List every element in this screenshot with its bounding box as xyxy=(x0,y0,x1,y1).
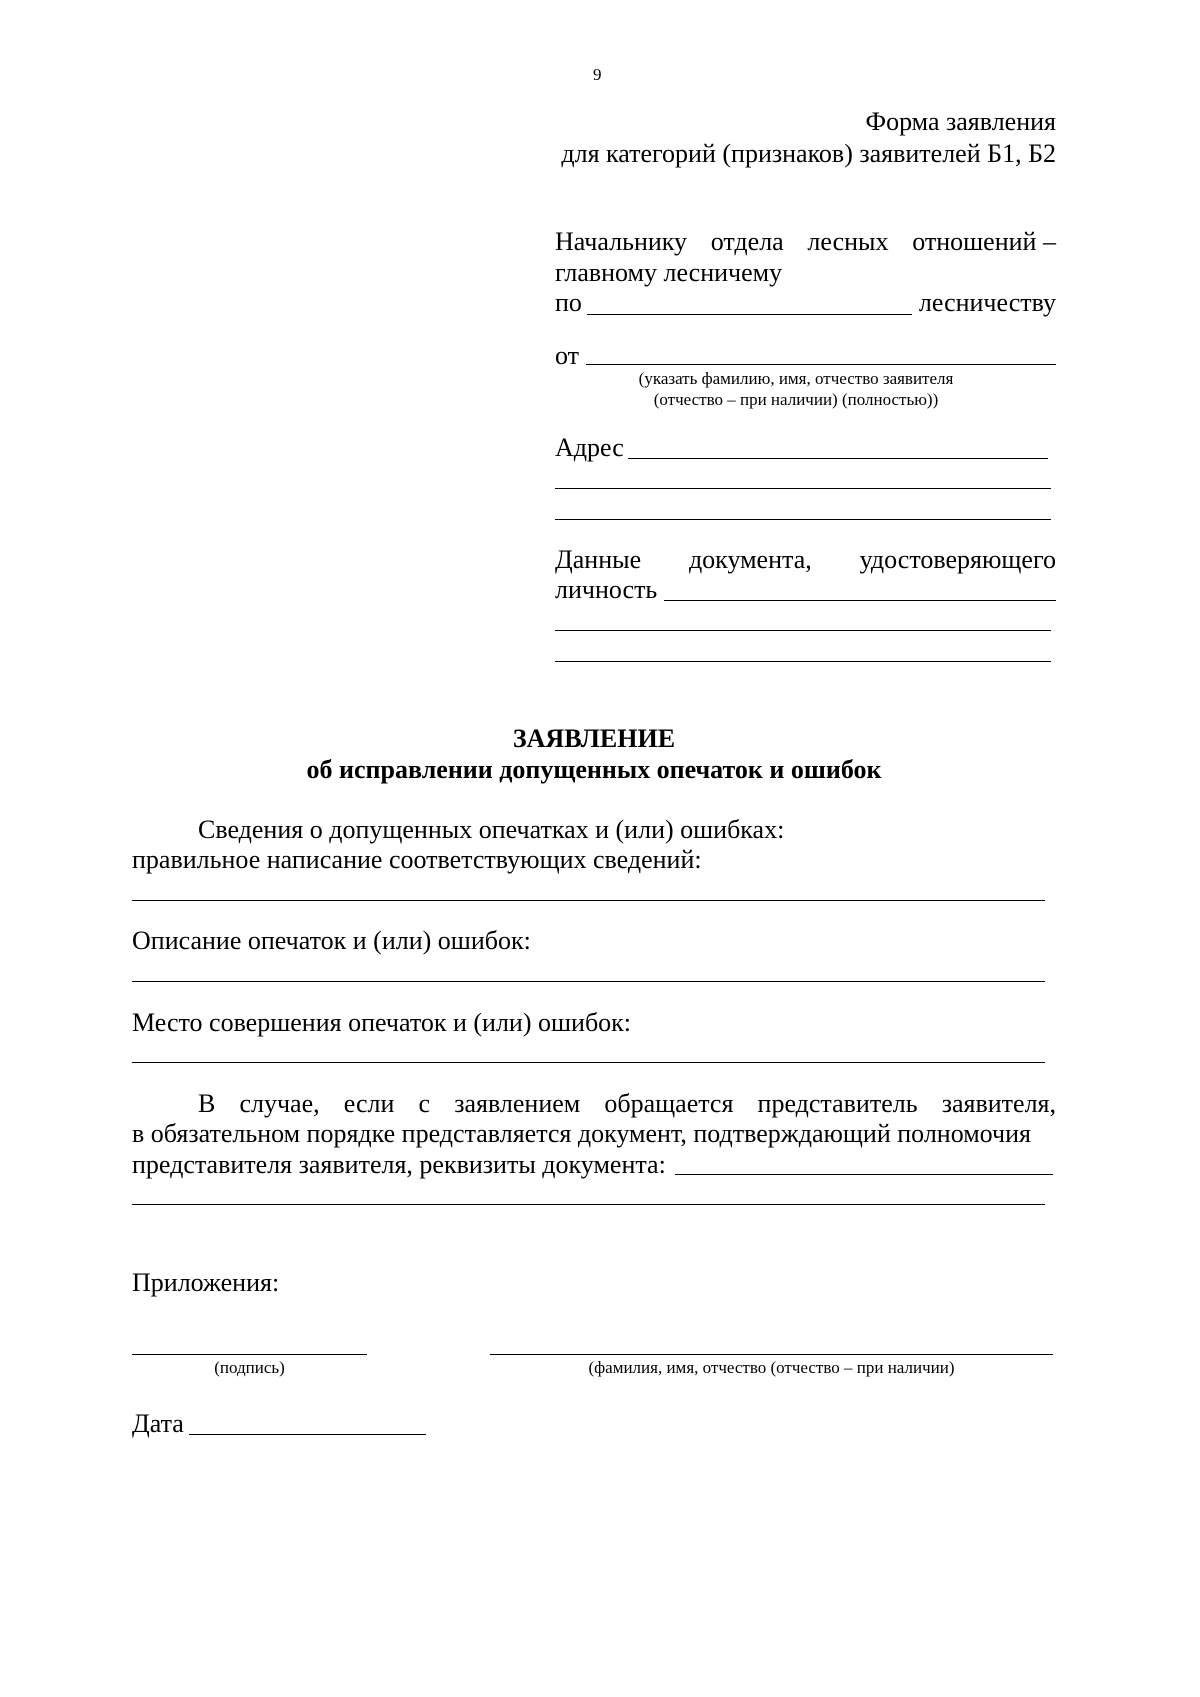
address-field-3[interactable] xyxy=(555,519,1051,520)
identity-doc-field-2[interactable] xyxy=(555,630,1051,631)
addressee-word: отдела xyxy=(710,227,784,256)
po-suffix: лесничеству xyxy=(918,288,1056,317)
representative-word: случае, xyxy=(239,1089,320,1118)
addressee-line1 xyxy=(555,226,1056,258)
representative-word: с xyxy=(418,1089,431,1118)
identity-doc-field-3[interactable] xyxy=(555,661,1051,662)
signature-field[interactable] xyxy=(132,1354,367,1355)
page-number: 9 xyxy=(593,65,602,84)
correct-spelling-field[interactable] xyxy=(132,900,1045,901)
from-prefix: от xyxy=(555,341,580,370)
address-field-2[interactable] xyxy=(555,488,1051,489)
representative-word: представитель xyxy=(757,1089,918,1118)
addressee-word: Начальнику xyxy=(555,227,688,256)
form-title-line2: для категорий (признаков) заявителей Б1, Б2 xyxy=(561,139,1056,168)
correct-spelling-text: правильное написание соответствующих сведений: xyxy=(132,845,702,874)
addressee-word: лесных xyxy=(807,227,889,256)
address-field-1[interactable] xyxy=(628,458,1048,459)
address-label: Адрес xyxy=(555,433,624,462)
identity-doc-field-1[interactable] xyxy=(664,600,1056,601)
identity-doc-line1 xyxy=(555,544,1056,576)
identity-word: Данные xyxy=(555,545,642,574)
addressee-line2: главному лесничему xyxy=(555,258,783,287)
addressee-word: отношений – xyxy=(912,227,1056,256)
representative-word: обращается xyxy=(604,1089,734,1118)
description-field[interactable] xyxy=(132,981,1045,982)
representative-word: заявлением xyxy=(454,1089,581,1118)
representative-word: заявителя, xyxy=(941,1089,1056,1118)
description-text: Описание опечаток и (или) ошибок: xyxy=(132,926,531,955)
po-prefix: по xyxy=(555,288,582,317)
statement-subheading: об исправлении допущенных опечаток и ошибок xyxy=(306,755,882,784)
representative-word: если xyxy=(343,1089,395,1118)
location-text: Место совершения опечаток и (или) ошибок: xyxy=(132,1008,632,1037)
representative-line3: представителя заявителя, реквизиты документа: xyxy=(132,1150,666,1179)
representative-doc-field-1[interactable] xyxy=(675,1174,1053,1175)
forestry-name-field[interactable] xyxy=(587,314,912,315)
statement-heading: ЗАЯВЛЕНИЕ xyxy=(512,724,676,753)
representative-doc-field-2[interactable] xyxy=(132,1204,1045,1205)
signature-hint: (подпись) xyxy=(214,1358,285,1377)
full-name-hint: (фамилия, имя, отчество (отчество – при наличии) xyxy=(588,1358,955,1377)
date-label: Дата xyxy=(132,1409,184,1438)
representative-word: В xyxy=(198,1089,216,1118)
identity-word: документа, xyxy=(688,545,812,574)
identity-doc-label: личность xyxy=(555,575,658,604)
errors-info-text: Сведения о допущенных опечатках и (или) ошибках: xyxy=(198,815,785,844)
full-name-field[interactable] xyxy=(490,1354,1053,1355)
representative-line1 xyxy=(198,1088,1056,1120)
date-field[interactable] xyxy=(189,1434,426,1435)
identity-word: удостоверяющего xyxy=(859,545,1056,574)
location-field[interactable] xyxy=(132,1062,1045,1063)
form-title-line1: Форма заявления xyxy=(865,107,1056,136)
from-hint-line1: (указать фамилию, имя, отчество заявителя xyxy=(638,369,954,388)
representative-line2: в обязательном порядке представляется документ, подтверждающий полномочия xyxy=(132,1119,1031,1148)
from-hint-line2: (отчество – при наличии) (полностью)) xyxy=(653,390,939,409)
applicant-name-field[interactable] xyxy=(586,364,1056,365)
attachments-label: Приложения: xyxy=(132,1268,280,1297)
